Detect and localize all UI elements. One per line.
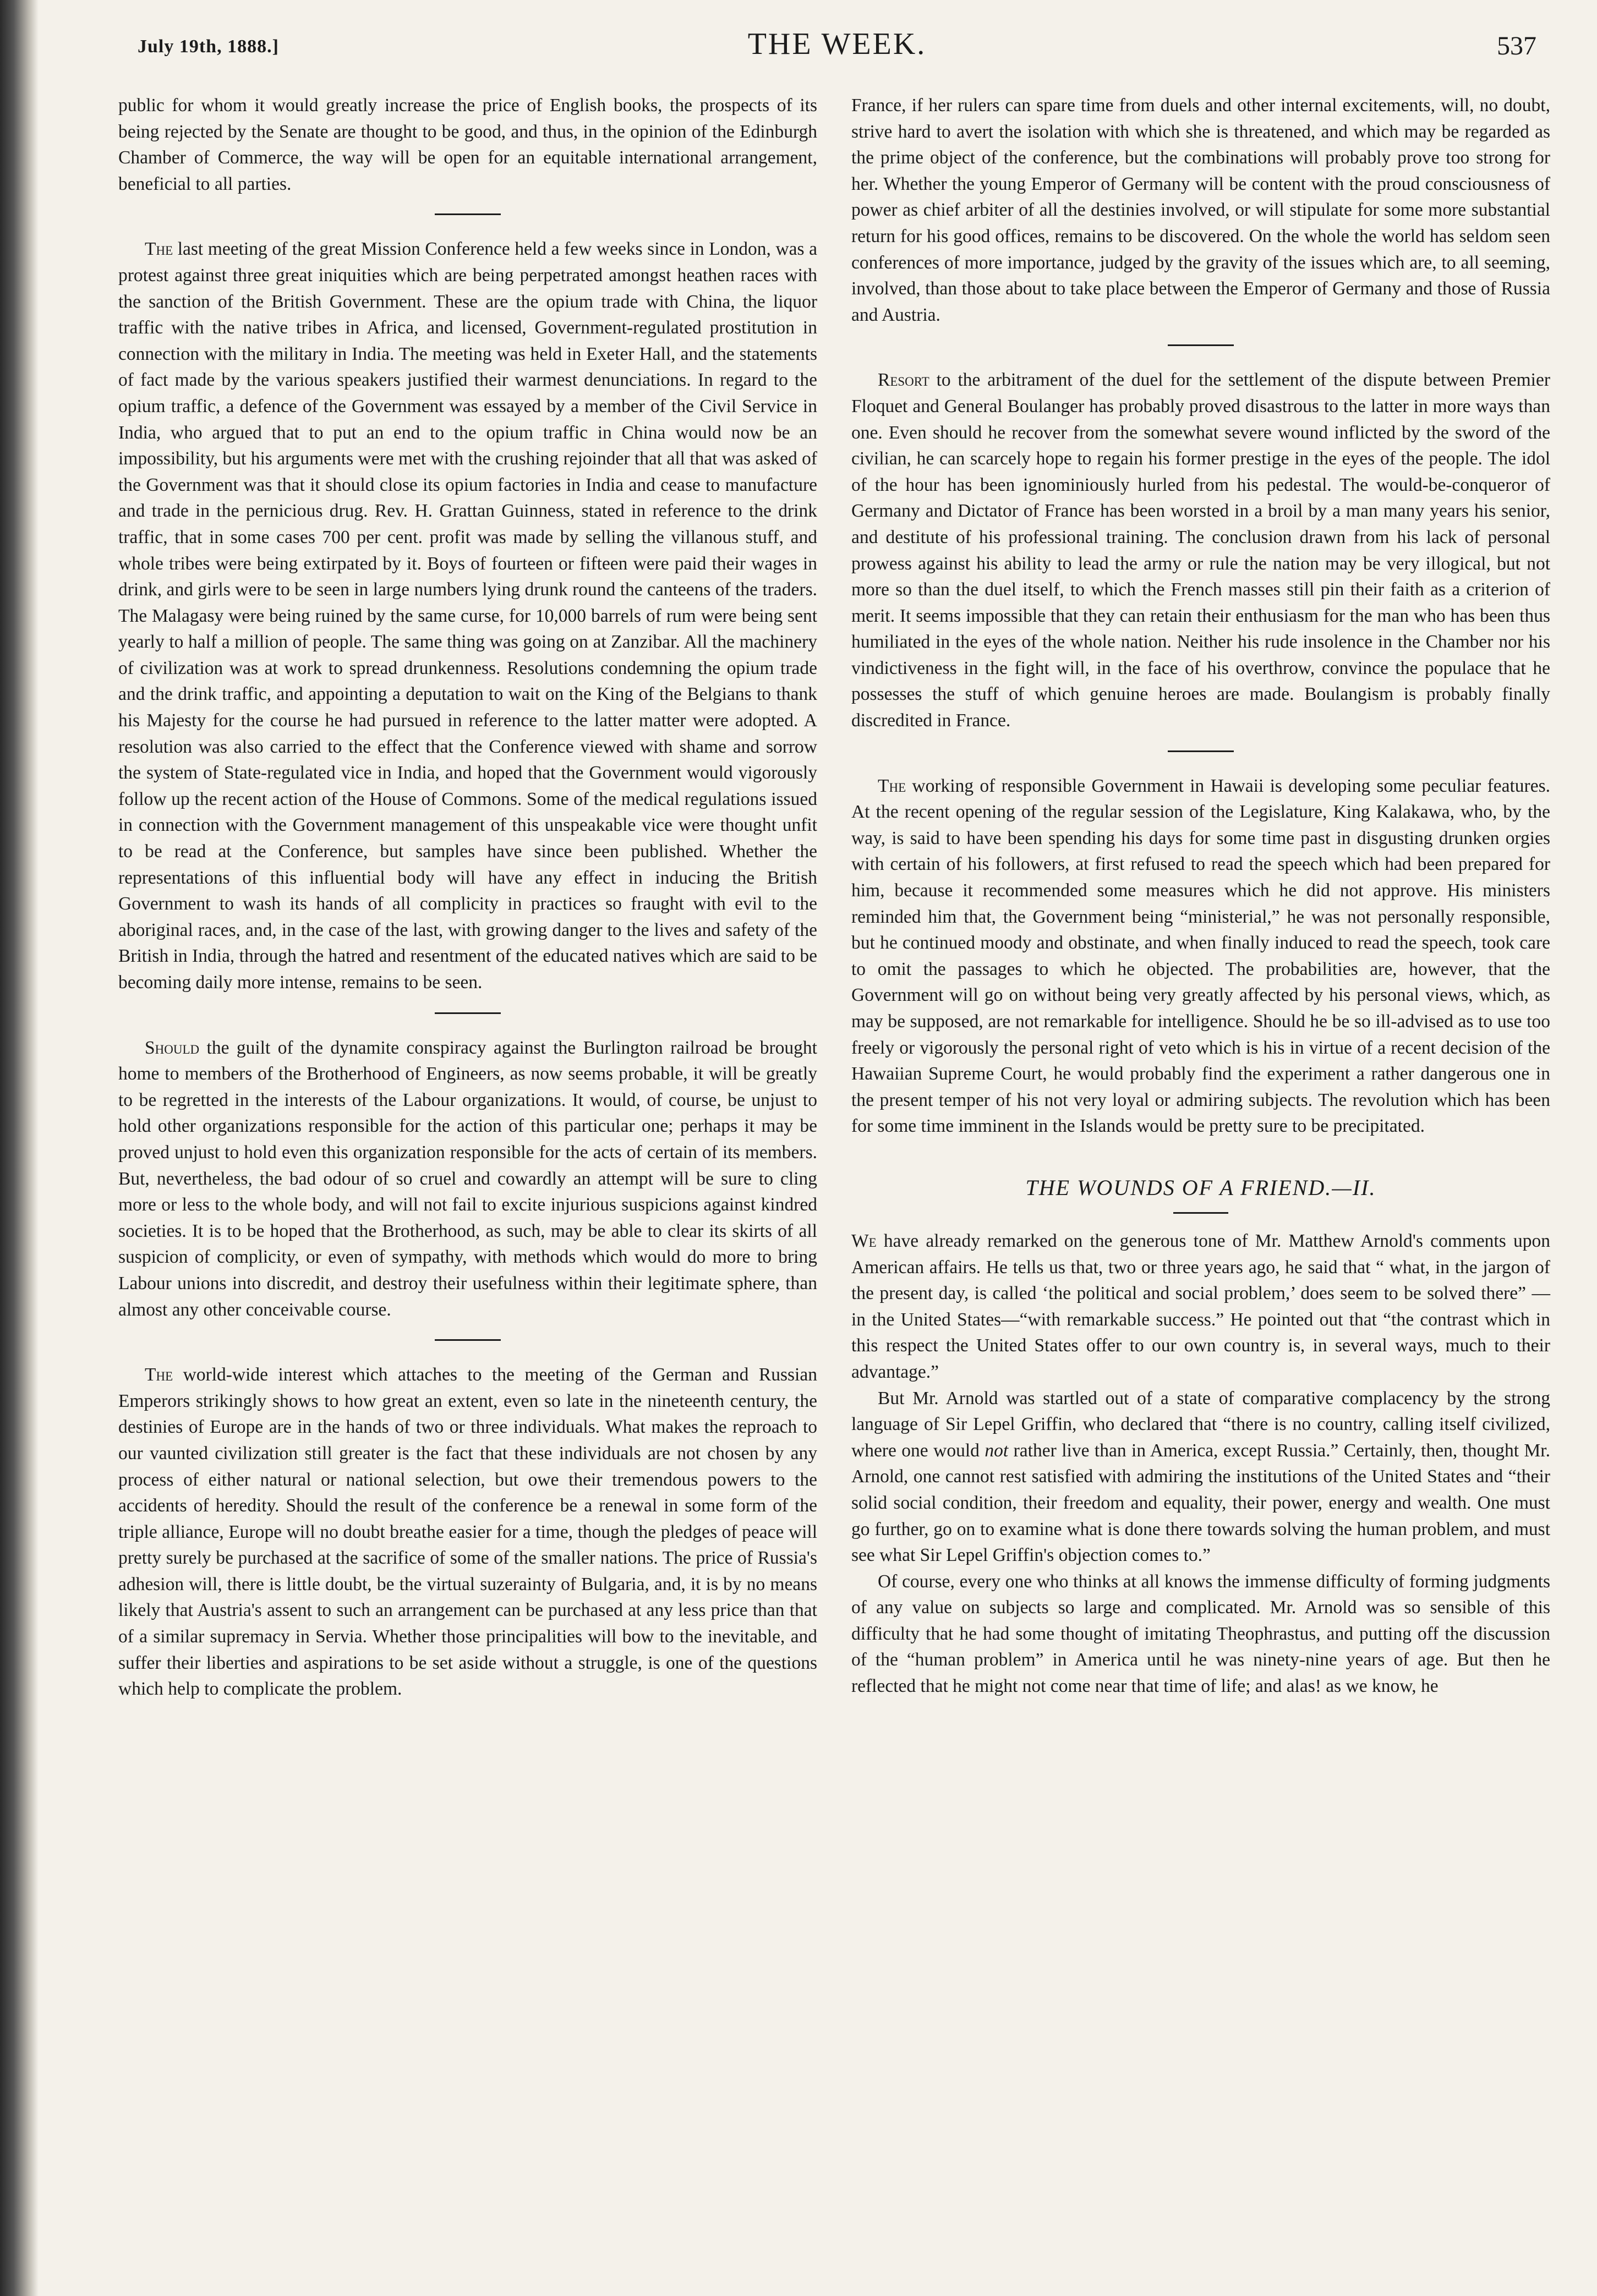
lead-word: The <box>145 1365 173 1385</box>
left-paragraph-3 <box>118 1035 817 1323</box>
paragraph-text: to the arbitrament of the duel for the settlement of the dispute between Premier Floquet and General Boulanger has probably proved disastrous to the latter in more ways than one. Even should he recover from the somewhat severe wound inflicted by the sword of the civilian, he can scarcely hope to regain his former prestige in the eyes of the people. The idol of the hour has been ignominiously hurled from his pedestal. The would-be-conqueror of Germany and Dictator of France has been worsted in a broil by a man many years his senior, and destitute of his professional training. The conclusion drawn from his lack of personal prowess against his ability to lead the army or rule the nation may be very illogical, but not more so than the duel itself, to which the French masses still pin their faith as a criterion of merit. It seems impossible that they can retain their enthusiasm for the man who has been thus humiliated in the eyes of the whole nation. Neither his rude insolence in the Chamber nor his vindictiveness in the fight will, in the face of his overthrow, convince the populace that he possesses the stuff of which genuine heroes are made. Boulangism is probably finally discredited in France. <box>851 370 1550 731</box>
paragraph-text: But Mr. Arnold was startled out of a state of comparative complacency by the strong language of Sir Lepel Griffin, who declared that “there is no country, calling itself civilized, where one would <box>851 1388 1550 1461</box>
title-divider <box>1173 1212 1228 1214</box>
paragraph-text: have already remarked on the generous tone of Mr. Matthew Arnold's comments upon American affairs. He tells us that, two or three years ago, he said that “ what, in the jargon of the present day, is called ‘the political and social problem,’ does seem to be solved there” — in the United States—“with remarkable success.” He pointed out that “the contrast which in this respect the United States offer to our own country is, in several ways, much to their advantage.” <box>851 1230 1550 1382</box>
right-paragraph-6: Of course, every one who thinks at all knows the immense difficulty of forming judgments of any value on subjects so large and complicated. Mr. Arnold was so sensible of this difficulty that he had some thought of imitating Theophrastus, and putting off the discussion of the “human problem” in America until he was ninety-nine years of age. But then he reflected that he might not come near that time of life; and alas! as we know, he <box>851 1571 1550 1697</box>
left-column <box>118 92 817 1702</box>
right-paragraph-1: France, if her rulers can spare time from duels and other internal excitements, will, no doubt, strive hard to avert the isolation with which she is threatened, and which may be regarded as the prime object of the conference, but the combinations will probably prove too strong for her. Whether the young Emperor of Germany will be content with the proud consciousness of power as chief arbiter of all the destinies involved, or will stipulate for some more substantial return for his good offices, remains to be discovered. On the whole the world has seldom seen conferences of more importance, judged by the gravity of the issues which are, to all seeming, involved, than those about to take place between the Emperor of Germany and those of Russia and Austria. <box>851 95 1550 325</box>
right-column <box>851 92 1550 1700</box>
right-paragraph-5 <box>851 1385 1550 1569</box>
lead-word: Should <box>145 1037 200 1058</box>
section-divider <box>1168 750 1234 752</box>
article-title: THE WOUNDS OF A FRIEND.—II. <box>1025 1175 1376 1200</box>
paragraph-text: world-wide interest which attaches to the meeting of the German and Russian Emperors strikingly shows to how great an extent, even so late in the nineteenth century, the destinies of Europe are in the hands of two or three individuals. What makes the reproach to our vaunted civilization still greater is the fact that these individuals are not chosen by any process of either natural or national selection, but owe their tremendous powers to the accidents of heredity. Should the result of the conference be a renewal in some form of the triple alliance, Europe will no doubt breathe easier for a time, though the pledges of peace will pretty surely be purchased at the sacrifice of some of the smaller nations. The price of Russia's adhesion will, there is little doubt, be the virtual suzerainty of Bulgaria, and, it is by no means likely that Austria's assent to such an arrangement can be purchased at any less price than that of a similar supremacy in Servia. Whether those principalities will bow to the inevitable, and suffer their liberties and aspirations to be set aside without a struggle, is one of the questions which help to complicate the problem. <box>118 1365 817 1700</box>
scan-shadow-edge <box>0 0 39 2296</box>
header-date: July 19th, 1888.] <box>138 36 279 57</box>
left-paragraph-4 <box>118 1362 817 1702</box>
section-divider <box>435 1339 501 1341</box>
left-paragraph-2 <box>118 236 817 995</box>
page-number: 537 <box>1497 31 1536 61</box>
section-divider <box>435 213 501 215</box>
section-divider <box>435 1012 501 1014</box>
page-header <box>138 26 1536 65</box>
lead-word: We <box>851 1230 877 1251</box>
paragraph-text: rather live than in America, except Russia.” Certainly, then, thought Mr. Arnold, one cannot rest satisfied with admiring the institutions of the United States and “their solid social condition, their freedom and equality, their power, energy and wealth. One must go further, go on to examine what is done there towards solving the human problem, and must see what Sir Lepel Griffin's objection comes to.” <box>851 1440 1550 1566</box>
right-paragraph-2 <box>851 367 1550 733</box>
left-paragraph-1: public for whom it would greatly increase the price of English books, the prospects of its being rejected by the Senate are thought to be good, and thus, in the opinion of the Edinburgh Chamber of Commerce, the way will be open for an equitable international arrangement, beneficial to all parties. <box>118 95 817 194</box>
paragraph-text: the guilt of the dynamite conspiracy against the Burlington railroad be brought home to members of the Brotherhood of Engineers, as now seems probable, it will be greatly to be regretted in the interests of the Labour organizations. It would, of course, be unjust to hold other organizations responsible for the action of this particular one; perhaps it may be proved unjust to hold even this organization responsible for the acts of certain of its members. But, nevertheless, the bad odour of so cruel and cowardly an attempt will be sure to cling more or less to the whole body, and will not fail to excite injurious suspicions against kindred societies. It is to be hoped that the Brotherhood, as such, may be able to clear its skirts of all suspicion of complicity, or even of sympathy, with methods which would do more to bring Labour unions into discredit, and destroy their usefulness within their legitimate sphere, than almost any other conceivable course. <box>118 1037 817 1320</box>
lead-word: The <box>878 775 906 796</box>
right-paragraph-3 <box>851 773 1550 1139</box>
paragraph-text: working of responsible Government in Hawaii is developing some peculiar features. At the recent opening of the regular session of the Legislature, King Kalakawa, who, by the way, is said to have been spending his days for some time past in disgusting drunken orgies with certain of his followers, at first refused to read the speech which had been prepared for him, because it recommended some measures which he did not approve. His ministers reminded him that, the Government being “ministerial,” he was not personally responsible, but he continued moody and obstinate, and when finally induced to read the speech, took care to omit the passages to which he objected. The probabilities are, however, that the Government will go on without being very greatly affected by his personal views, which, as may be supposed, are not remarkable for intelligence. Should he be so ill-advised as to use too freely or vigorously the personal right of veto which is his in virtue of a recent decision of the Hawaiian Supreme Court, he would probably find the experiment a rather dangerous one in the present temper of his not very loyal or admiring subjects. The revolution which has been for some time imminent in the Islands would be pretty sure to be precipitated. <box>851 775 1550 1137</box>
emphasis-text: not <box>985 1440 1009 1461</box>
masthead-title: THE WEEK. <box>747 27 927 61</box>
right-paragraph-4 <box>851 1228 1550 1385</box>
lead-word: Resort <box>878 370 929 391</box>
paragraph-text: last meeting of the great Mission Conference held a few weeks since in London, was a protest against three great iniquities which are being perpetrated amongst heathen races with the sanction of the British Government. These are the opium trade with China, the liquor traffic with the native tribes in Africa, and licensed, Government-regulated prostitution in connection with the military in India. The meeting was held in Exeter Hall, and the statements of fact made by the various speakers justified their warmest denunciations. In regard to the opium traffic, a defence of the Government was essayed by a member of the Civil Service in India, who argued that to put an end to the opium traffic in China would now be an impossibility, but his arguments were met with the crushing rejoinder that all that was asked of the Government was that it should close its opium factories in India and cease to manufacture and trade in the pernicious drug. Rev. H. Grattan Guinness, stated in reference to the drink traffic, that in some cases 700 per cent. profit was made by selling the villanous stuff, and whole tribes were being extirpated by it. Boys of fourteen or fifteen were paid their wages in drink, and girls were to be seen in large numbers lying drunk round the canteens of the traders. The Malagasy were being ruined by the same curse, for 10,000 barrels of rum were being sent yearly to half a million of people. The same thing was going on at Zanzibar. All the machinery of civilization was at work to spread drunkenness. Resolutions condemning the opium trade and the drink traffic, and appointing a deputation to wait on the King of the Belgians to thank his Majesty for the course he had pursued in reference to the latter matter were adopted. A resolution was also carried to the effect that the Conference viewed with shame and sorrow the system of State-regulated vice in India, and hoped that the Government would vigorously follow up the recent action of the House of Commons. Some of the medical regulations issued in connection with the Government management of this unspeakable vice were thought unfit to be read at the Conference, but samples have since been published. Whether the representations of this influential body will have any effect in inducing the British Government to wash its hands of all complicity in practices so fraught with evil to the aboriginal races, and, in the case of the last, with growing danger to the lives and safety of the British in India, through the hatred and resentment of the educated natives which are said to be becoming daily more intense, remains to be seen. <box>118 239 817 993</box>
section-divider <box>1168 344 1234 346</box>
lead-word: The <box>145 239 173 260</box>
